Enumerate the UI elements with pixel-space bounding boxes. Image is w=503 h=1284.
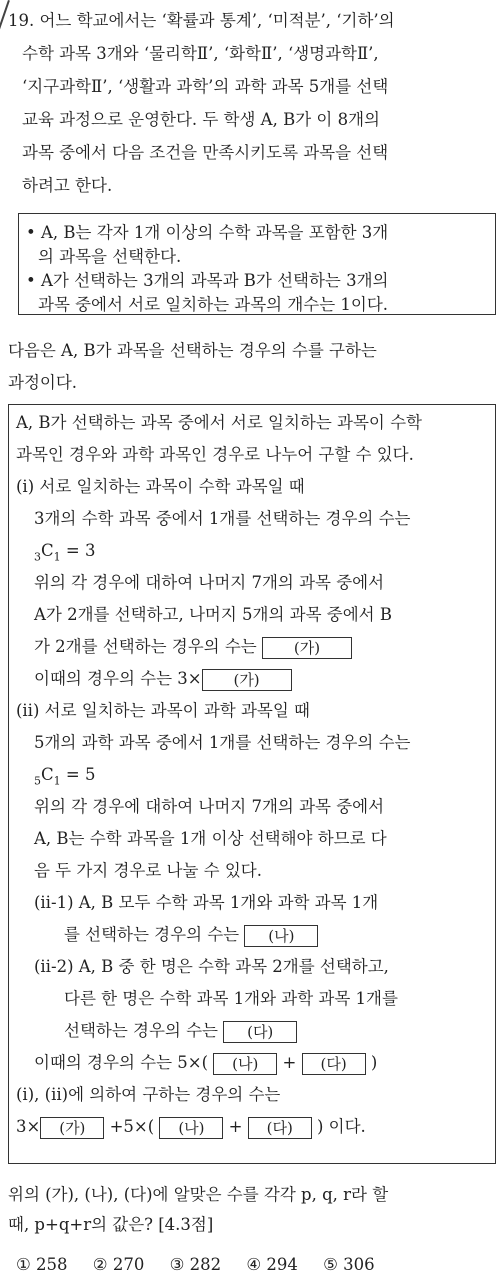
process-line: (ⅰ) 서로 일치하는 과목이 수학 과목일 때 bbox=[16, 477, 305, 496]
process-line-with-blank: 가 2개를 선택하는 경우의 수는 (가) bbox=[34, 632, 352, 662]
process-line: (ⅱ-2) A, B 중 한 명은 수학 과목 2개를 선택하고, bbox=[34, 957, 389, 976]
process-line-with-blanks: 이때의 경우의 수는 5×( (나) + (다) ) bbox=[34, 1053, 378, 1073]
process-line-with-blank: 를 선택하는 경우의 수는 (나) bbox=[64, 920, 318, 950]
answer-choices bbox=[16, 1250, 395, 1280]
question-line: 위의 (가), (나), (다)에 알맞은 수를 각각 p, q, r라 할 bbox=[8, 1185, 389, 1204]
choice-1[interactable]: ① 258 bbox=[16, 1255, 68, 1274]
intro-line: 수학 과목 3개와 ‘물리학Ⅱ’, ‘화학Ⅱ’, ‘생명과학Ⅱ’, bbox=[22, 44, 379, 63]
intro-line: 교육 과정으로 운영한다. 두 학생 A, B가 이 8개의 bbox=[22, 110, 380, 129]
choice-2[interactable]: ② 270 bbox=[92, 1255, 145, 1274]
process-line-with-blanks: 3× (가) +5×( (나) + (다) ) 이다. bbox=[16, 1117, 366, 1137]
blank-ga: (가) bbox=[40, 1117, 104, 1139]
intro-line: 19. 어느 학교에서는 ‘확률과 통계’, ‘미적분’, ‘기하’의 bbox=[8, 11, 395, 30]
condition-line: • A가 선택하는 3개의 과목과 B가 선택하는 3개의 bbox=[26, 271, 389, 290]
blank-da: (다) bbox=[248, 1117, 312, 1139]
lead-line: 다음은 A, B가 과목을 선택하는 경우의 수를 구하는 bbox=[8, 341, 377, 360]
process-line-with-blank: 이때의 경우의 수는 3× (가) bbox=[34, 664, 292, 694]
process-line: (ⅱ-1) A, B 모두 수학 과목 1개와 과학 과목 1개 bbox=[34, 893, 379, 912]
process-line: 위의 각 경우에 대하여 나머지 7개의 과목 중에서 bbox=[34, 573, 385, 592]
process-line-with-blank: 선택하는 경우의 수는 (다) bbox=[64, 1016, 297, 1046]
choice-5[interactable]: ⑤ 306 bbox=[323, 1255, 375, 1274]
process-line: A, B는 수학 과목을 1개 이상 선택해야 하므로 다 bbox=[34, 829, 387, 848]
choice-4[interactable]: ④ 294 bbox=[246, 1255, 298, 1274]
condition-line: 의 과목을 선택한다. bbox=[38, 247, 182, 266]
combination-5c1: $_5C_1 = 5$ bbox=[34, 765, 96, 788]
blank-na: (나) bbox=[159, 1117, 223, 1139]
blank-ga: (가) bbox=[262, 637, 352, 659]
process-line: 3개의 수학 과목 중에서 1개를 선택하는 경우의 수는 bbox=[34, 509, 411, 528]
process-line: 과목인 경우와 과학 과목인 경우로 나누어 구할 수 있다. bbox=[16, 445, 414, 464]
intro-line: 하려고 한다. bbox=[22, 176, 113, 195]
intro-line: 과목 중에서 다음 조건을 만족시키도록 과목을 선택 bbox=[22, 143, 389, 162]
blank-na: (나) bbox=[213, 1053, 277, 1075]
process-line: (ⅱ) 서로 일치하는 과목이 과학 과목일 때 bbox=[16, 701, 310, 720]
condition-line: • A, B는 각자 1개 이상의 수학 과목을 포함한 3개 bbox=[26, 223, 389, 242]
process-line: (ⅰ), (ⅱ)에 의하여 구하는 경우의 수는 bbox=[16, 1085, 281, 1104]
condition-line: 과목 중에서 서로 일치하는 과목의 개수는 1이다. bbox=[38, 295, 389, 314]
process-line: 위의 각 경우에 대하여 나머지 7개의 과목 중에서 bbox=[34, 797, 385, 816]
process-line: 다른 한 명은 수학 과목 1개와 과학 과목 1개를 bbox=[64, 989, 398, 1008]
intro-line: ‘지구과학Ⅱ’, ‘생활과 과학’의 과학 과목 5개를 선택 bbox=[22, 77, 389, 96]
lead-line: 과정이다. bbox=[8, 373, 78, 392]
process-line: 5개의 과학 과목 중에서 1개를 선택하는 경우의 수는 bbox=[34, 733, 411, 752]
combination-3c1: $_3C_1 = 3$ bbox=[34, 541, 96, 564]
process-line: A, B가 선택하는 과목 중에서 서로 일치하는 과목이 수학 bbox=[16, 413, 422, 432]
process-line: 음 두 가지 경우로 나눌 수 있다. bbox=[34, 861, 262, 880]
blank-da: (다) bbox=[223, 1021, 297, 1043]
blank-da: (다) bbox=[302, 1053, 366, 1075]
choice-3[interactable]: ③ 282 bbox=[169, 1255, 222, 1274]
blank-ga: (가) bbox=[202, 669, 292, 691]
blank-na: (나) bbox=[244, 925, 318, 947]
question-line: 때, p+q+r의 값은? [4.3점] bbox=[8, 1215, 214, 1234]
process-line: A가 2개를 선택하고, 나머지 5개의 과목 중에서 B bbox=[34, 605, 392, 624]
